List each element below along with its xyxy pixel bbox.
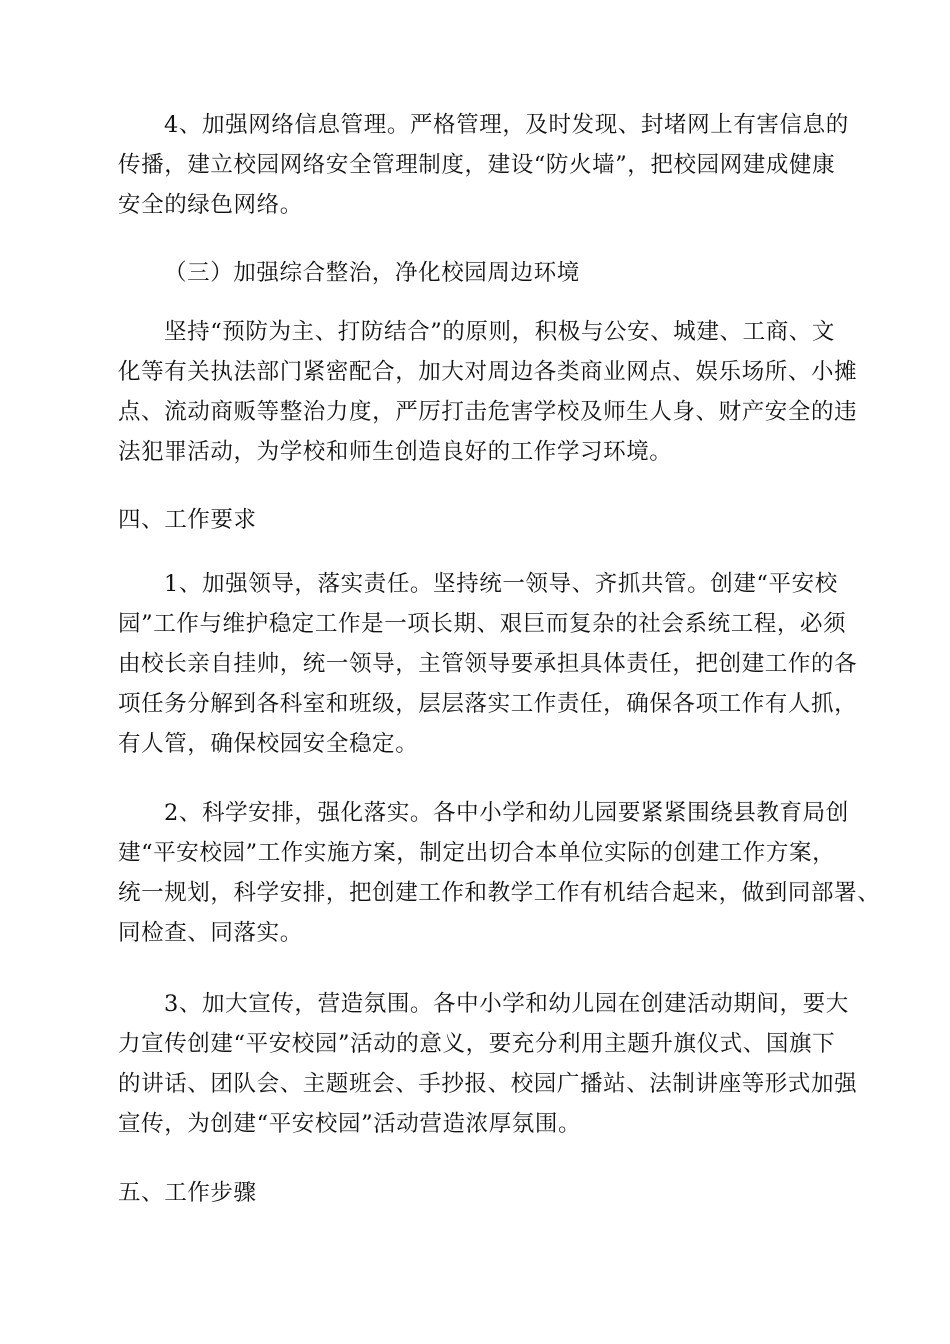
heading-text: 四、工作要求 <box>118 507 257 533</box>
section-heading-4 <box>118 500 858 540</box>
text-line: 的讲话、团队会、主题班会、手抄报、校园广播站、法制讲座等形式加强 <box>118 1071 858 1097</box>
paragraph-prevention <box>118 312 858 472</box>
text-line: 传播，建立校园网络安全管理制度，建设“防火墙”，把校园网建成健康 <box>118 152 836 178</box>
text-line: 统一规划，科学安排，把创建工作和教学工作有机结合起来，做到同部署、 <box>118 880 881 906</box>
text-line: 1、加强领导，落实责任。坚持统一领导、齐抓共管。创建“平安校 <box>164 571 838 597</box>
text-line: 法犯罪活动，为学校和师生创造良好的工作学习环境。 <box>118 439 673 465</box>
text-line: 点、流动商贩等整治力度，严厉打击危害学校及师生人身、财产安全的违 <box>118 399 858 425</box>
text-line: 由校长亲自挂帅，统一领导，主管领导要承担具体责任，把创建工作的各 <box>118 651 858 677</box>
paragraph-network-management <box>118 105 858 225</box>
text-line: 安全的绿色网络。 <box>118 192 303 218</box>
text-line: 有人管，确保校园安全稳定。 <box>118 731 419 757</box>
text-line: 同检查、同落实。 <box>118 920 303 946</box>
paragraph-requirement-1 <box>118 564 858 764</box>
text-line: 建“平安校园”工作实施方案，制定出切合本单位实际的创建工作方案， <box>118 840 836 866</box>
text-line: 化等有关执法部门紧密配合，加大对周边各类商业网点、娱乐场所、小摊 <box>118 359 858 385</box>
heading-text: 五、工作步骤 <box>118 1180 257 1206</box>
text-line: 2、科学安排，强化落实。各中小学和幼儿园要紧紧围绕县教育局创 <box>164 800 849 826</box>
section-heading-3 <box>118 253 858 293</box>
text-line: 3、加大宣传，营造氛围。各中小学和幼儿园在创建活动期间，要大 <box>164 991 849 1017</box>
text-line: 4、加强网络信息管理。严格管理，及时发现、封堵网上有害信息的 <box>164 112 849 138</box>
heading-text: （三）加强综合整治，净化校园周边环境 <box>164 260 580 286</box>
paragraph-requirement-3 <box>118 984 858 1144</box>
text-line: 力宣传创建“平安校园”活动的意义，要充分利用主题升旗仪式、国旗下 <box>118 1031 836 1057</box>
paragraph-requirement-2 <box>118 793 881 953</box>
text-line: 园”工作与维护稳定工作是一项长期、艰巨而复杂的社会系统工程，必须 <box>118 611 847 637</box>
text-line: 坚持“预防为主、打防结合”的原则，积极与公安、城建、工商、文 <box>164 319 836 345</box>
text-line: 项任务分解到各科室和班级，层层落实工作责任，确保各项工作有人抓， <box>118 691 858 717</box>
section-heading-5 <box>118 1173 858 1213</box>
text-line: 宣传，为创建“平安校园”活动营造浓厚氛围。 <box>118 1111 582 1137</box>
